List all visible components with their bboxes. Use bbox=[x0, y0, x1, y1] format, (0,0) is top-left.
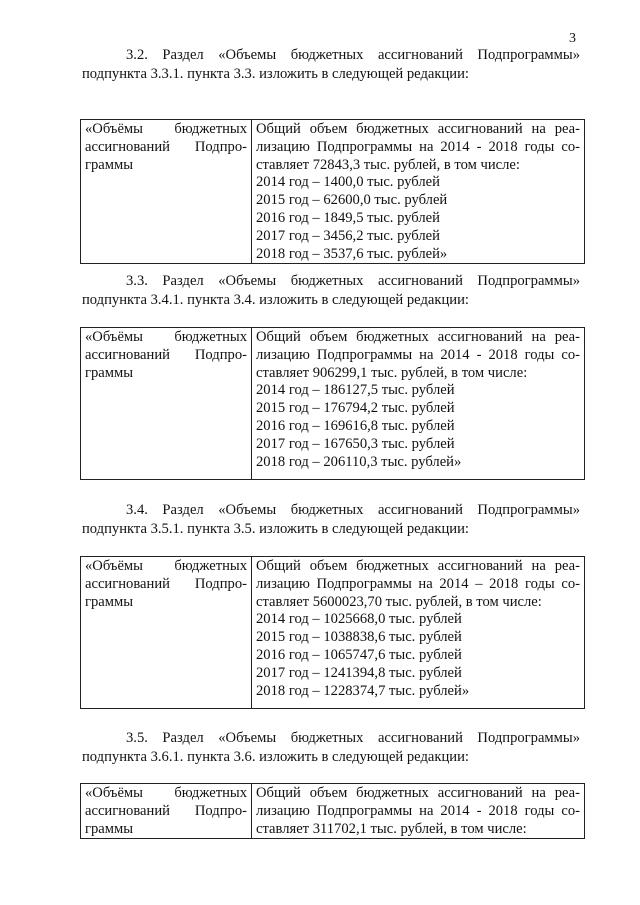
section-paragraph bbox=[82, 729, 580, 767]
table-label-cell: «Объёмы бюджетных ассигнований Подпро- граммы bbox=[81, 328, 252, 480]
allocation-table bbox=[80, 556, 585, 709]
paragraph-line: подпункта 3.6.1. пункта 3.6. изложить в следующей редакции: bbox=[82, 749, 469, 765]
allocation-table bbox=[80, 327, 585, 480]
table-value-cell: Общий объем бюджетных ассигнований на реа- лизацию Подпрограммы на 2014 – 2018 годы со- ставляет 5600023,70 тыс. рублей, в том числе: 2014 год – 1025668,0 тыс. рублей 2015 год – 1038838,6 тыс. рублей 2016 год – 1065747,6 тыс. рублей 2017 год – 1241394,8 тыс. рублей 2018 год – 1228374,7 тыс. рублей» bbox=[252, 557, 585, 709]
table-label-cell: «Объёмы бюджетных ассигнований Подпро- граммы bbox=[81, 120, 252, 264]
section-paragraph bbox=[82, 46, 580, 84]
table-label-cell: «Объёмы бюджетных ассигнований Подпро- граммы bbox=[81, 784, 252, 839]
table-value-cell: Общий объем бюджетных ассигнований на реа- лизацию Подпрограммы на 2014 - 2018 годы со- ставляет 906299,1 тыс. рублей, в том числе: 2014 год – 186127,5 тыс. рублей 2015 год – 176794,2 тыс. рублей 2016 год – 169616,8 тыс. рублей 2017 год – 167650,3 тыс. рублей 2018 год – 206110,3 тыс. рублей» bbox=[252, 328, 585, 480]
paragraph-line: подпункта 3.4.1. пункта 3.4. изложить в следующей редакции: bbox=[82, 292, 469, 308]
section-paragraph bbox=[82, 501, 580, 539]
table-label-cell: «Объёмы бюджетных ассигнований Подпро- граммы bbox=[81, 557, 252, 709]
allocation-table bbox=[80, 783, 585, 839]
paragraph-line: подпункта 3.3.1. пункта 3.3. изложить в следующей редакции: bbox=[82, 66, 469, 82]
paragraph-line: 3.5. Раздел «Объемы бюджетных ассигнований Подпрограммы» bbox=[126, 730, 580, 746]
table-value-cell: Общий объем бюджетных ассигнований на реа- лизацию Подпрограммы на 2014 - 2018 годы со- ставляет 72843,3 тыс. рублей, в том числе: 2014 год – 1400,0 тыс. рублей 2015 год – 62600,0 тыс. рублей 2016 год – 1849,5 тыс. рублей 2017 год – 3456,2 тыс. рублей 2018 год – 3537,6 тыс. рублей» bbox=[252, 120, 585, 264]
section-paragraph bbox=[82, 272, 580, 310]
page-number: 3 bbox=[569, 31, 576, 46]
paragraph-line: 3.3. Раздел «Объемы бюджетных ассигнований Подпрограммы» bbox=[126, 273, 580, 289]
paragraph-line: 3.2. Раздел «Объемы бюджетных ассигнований Подпрограммы» bbox=[126, 47, 580, 63]
paragraph-line: 3.4. Раздел «Объемы бюджетных ассигнований Подпрограммы» bbox=[126, 502, 580, 518]
paragraph-line: подпункта 3.5.1. пункта 3.5. изложить в следующей редакции: bbox=[82, 521, 469, 537]
allocation-table bbox=[80, 119, 585, 264]
table-value-cell: Общий объем бюджетных ассигнований на реа- лизацию Подпрограммы на 2014 - 2018 годы со- ставляет 311702,1 тыс. рублей, в том числе: bbox=[252, 784, 585, 839]
